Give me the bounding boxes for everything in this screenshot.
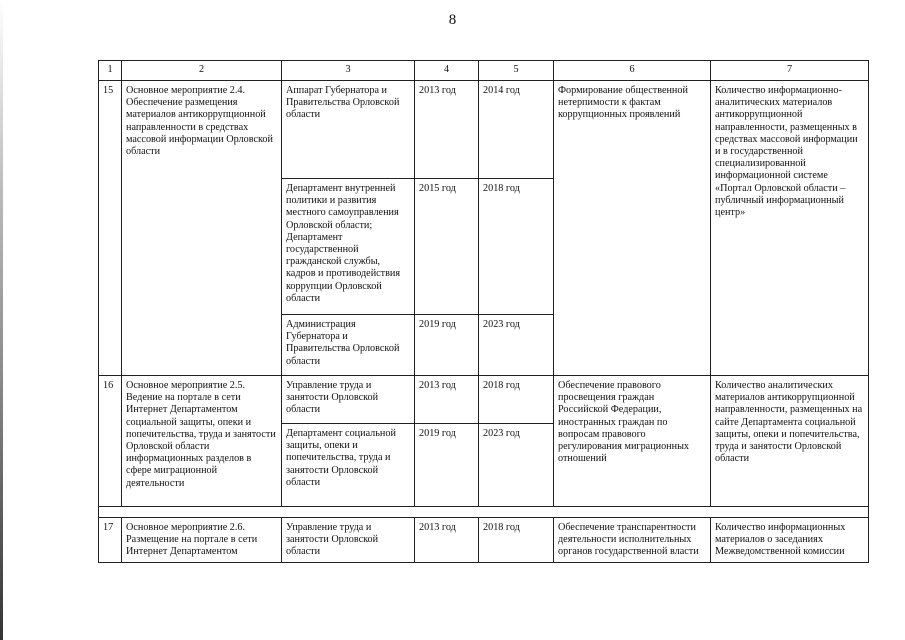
- table-row: [99, 518, 869, 563]
- page-number: 8: [448, 12, 457, 28]
- result-cell: Обеспечение правового просвещения граждан Российской Федерации, иностранных граждан по вопросам правового регулирования миграционных отношений: [554, 376, 711, 507]
- indicator-cell: Количество аналитических материалов антикоррупционной направленности, размещенных на сайте Департамента социальной защиты, опеки и попечительства, труда и занятости Орловской области: [711, 376, 869, 507]
- row-number: 15: [99, 81, 122, 376]
- executor-cell: Департамент внутренней политики и развития местного самоуправления Орловской области; Департамент государственной гражданской службы, кадров и противодействия коррупции Орловской области: [282, 179, 415, 315]
- start-year-cell: 2019 год: [415, 315, 479, 376]
- col-header-3: 3: [282, 61, 415, 81]
- row-spacer: [99, 507, 869, 518]
- event-cell: Основное мероприятие 2.5. Ведение на портале в сети Интернет Департаментом социальной защиты, опеки и попечительства, труда и занятости Орловской области информационных разделов в сфере миграционной деятельности: [122, 376, 282, 507]
- start-year-cell: 2013 год: [415, 518, 479, 563]
- executor-cell: Управление труда и занятости Орловской области: [282, 518, 415, 563]
- col-header-1: 1: [99, 61, 122, 81]
- program-activities-table: [98, 60, 869, 563]
- start-year-cell: 2015 год: [415, 179, 479, 315]
- row-number: 16: [99, 376, 122, 507]
- scan-left-edge: [0, 0, 3, 640]
- executor-cell: Управление труда и занятости Орловской области: [282, 376, 415, 424]
- indicator-cell: Количество информационных материалов о заседаниях Межведомственной комиссии: [711, 518, 869, 563]
- end-year-cell: 2023 год: [479, 424, 554, 507]
- start-year-cell: 2013 год: [415, 81, 479, 179]
- end-year-cell: 2018 год: [479, 376, 554, 424]
- end-year-cell: 2023 год: [479, 315, 554, 376]
- result-cell: Обеспечение транспарентности деятельности исполнительных органов государственной власти: [554, 518, 711, 563]
- event-cell: Основное мероприятие 2.6. Размещение на портале в сети Интернет Департаментом: [122, 518, 282, 563]
- row-gap: [99, 507, 869, 518]
- table-row: [99, 81, 869, 179]
- col-header-2: 2: [122, 61, 282, 81]
- event-cell: Основное мероприятие 2.4. Обеспечение размещения материалов антикоррупционной направленности в средствах массовой информации Орловской области: [122, 81, 282, 376]
- end-year-cell: 2018 год: [479, 179, 554, 315]
- col-header-4: 4: [415, 61, 479, 81]
- col-header-6: 6: [554, 61, 711, 81]
- executor-cell: Администрация Губернатора и Правительства Орловской области: [282, 315, 415, 376]
- col-header-5: 5: [479, 61, 554, 81]
- end-year-cell: 2014 год: [479, 81, 554, 179]
- result-cell: Формирование общественной нетерпимости к фактам коррупционных проявлений: [554, 81, 711, 376]
- header-row: [99, 61, 869, 81]
- row-number: 17: [99, 518, 122, 563]
- indicator-cell: Количество информационно-аналитических материалов антикоррупционной направленности, размещенных в средствах массовой информации и в государственной специализированной информационной системе «Портал Орловской области – публичный информационный центр»: [711, 81, 869, 376]
- start-year-cell: 2013 год: [415, 376, 479, 424]
- executor-cell: Аппарат Губернатора и Правительства Орловской области: [282, 81, 415, 179]
- end-year-cell: 2018 год: [479, 518, 554, 563]
- col-header-7: 7: [711, 61, 869, 81]
- executor-cell: Департамент социальной защиты, опеки и попечительства, труда и занятости Орловской области: [282, 424, 415, 507]
- start-year-cell: 2019 год: [415, 424, 479, 507]
- table-row: [99, 376, 869, 424]
